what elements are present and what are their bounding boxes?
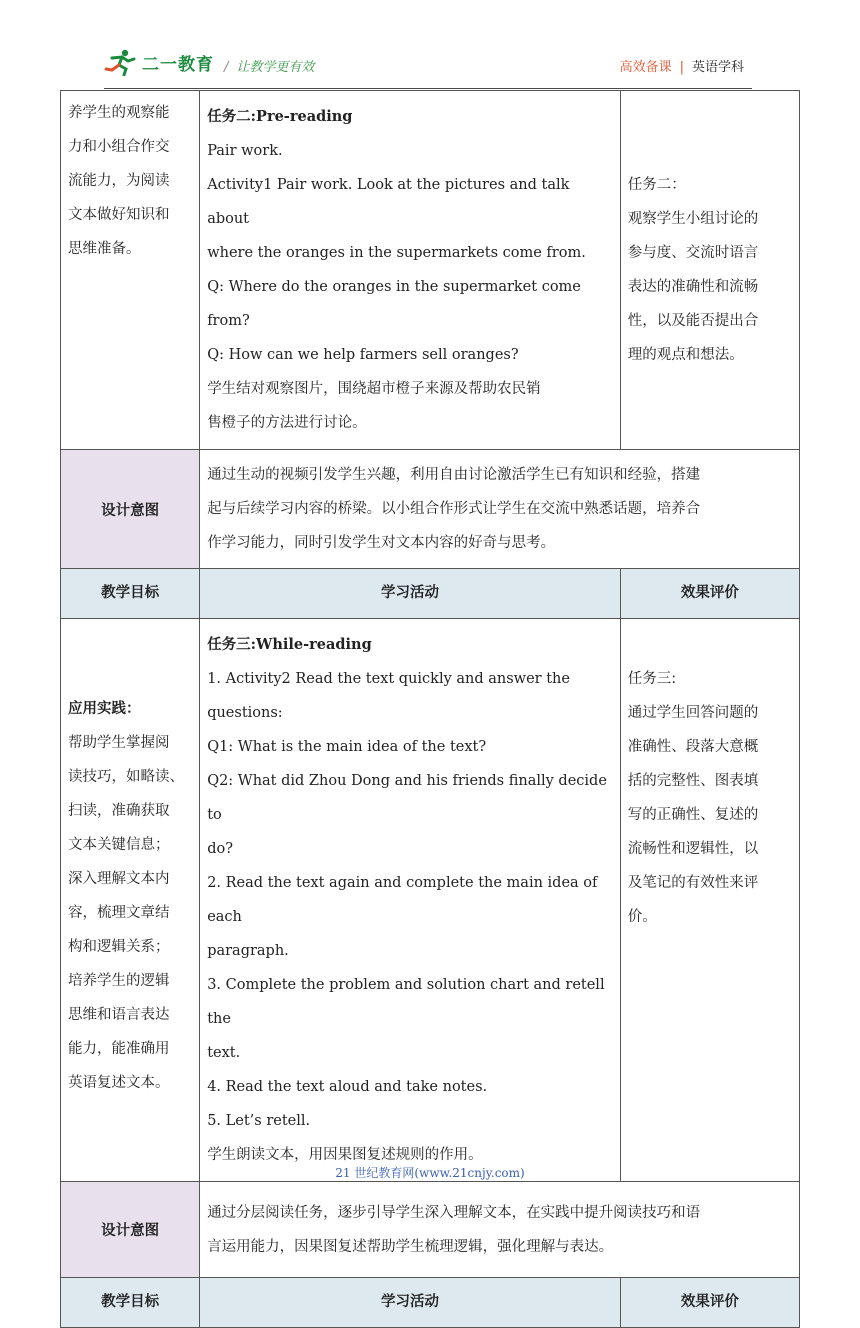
table-row [61,91,800,450]
goal-line: 力和小组合作交 [68,139,170,155]
activity-line: Q: Where do the oranges in the supermarket come from? [207,279,581,329]
design-intent-text [200,450,800,569]
intent-line: 起与后续学习内容的桥梁。以小组合作形式让学生在交流中熟悉话题，培养合 [207,501,701,517]
goal-line: 思维和语言表达 [68,1006,170,1023]
header-eval [620,569,799,619]
activity-line: 1. Activity2 Read the text quickly and answer the [207,671,570,687]
activity-line: do? [207,841,233,857]
logo [104,48,214,76]
header-activity [200,569,621,619]
header-eval-label: 效果评价 [680,585,739,601]
activity-line: Pair work. [207,143,283,159]
activity-line: 4. Read the text aloud and take notes. [207,1079,488,1095]
activity-line: 学生结对观察图片，围绕超市橙子来源及帮助农民销 [207,381,541,397]
eval-line: 性，以及能否提出合 [627,313,759,329]
goal-line: 容，梳理文章结 [68,904,170,921]
goal-line: 构和逻辑关系； [68,938,170,955]
eval-line: 流畅性和逻辑性，以 [627,841,759,857]
goal-line: 帮助学生掌握阅 [68,734,170,751]
subject-tags [620,56,744,75]
intent-line: 作学习能力，同时引发学生对文本内容的好奇与思考。 [207,535,556,551]
design-intent-row [61,450,800,569]
goal-line: 英语复述文本。 [68,1074,170,1091]
eval-line: 任务二： [627,177,686,193]
activity-line: Activity1 Pair work. Look at the pictures and talk about [207,177,570,227]
tag-separator: | [679,60,684,75]
page-footer[interactable]: 21 世纪教育网(www.21cnjy.com) [335,1166,525,1180]
intent-line: 通过生动的视频引发学生兴趣，利用自由讨论激活学生已有知识和经验，搭建 [207,467,701,483]
slogan-text: 让教学更有效 [236,60,315,75]
header-activity-label: 学习活动 [380,585,439,601]
eval-line: 及笔记的有效性来评 [627,875,759,891]
activity-line: 学生朗读文本，用因果图复述规则的作用。 [207,1147,483,1163]
header-goal-label: 教学目标 [101,585,160,601]
eval-line: 任务三: [627,671,677,687]
header-goal [61,1278,200,1328]
design-intent-row [61,1182,800,1278]
goal-line: 文本关键信息； [68,836,170,853]
tag-prep: 高效备课 [619,60,672,75]
goal-line: 流能力，为阅读 [68,173,170,189]
goal-line: 深入理解文本内 [68,870,170,887]
eval-line: 观察学生小组讨论的 [627,211,759,227]
eval-line: 准确性、段落大意概 [627,739,759,755]
page-header [60,40,800,92]
eval-line: 括的完整性、图表填 [627,773,759,789]
eval-line: 价。 [627,909,657,925]
goal-line: 文本做好知识和 [68,207,170,223]
slogan: / 让教学更有效 [224,60,315,75]
eval-cell [620,91,799,450]
header-eval-label: 效果评价 [680,1294,739,1310]
eval-line: 写的正确性、复述的 [627,807,759,823]
activity-line: 5. Let’s retell. [207,1113,311,1129]
lesson-plan-table [60,90,800,1328]
column-header-row [61,1278,800,1328]
table-row [61,619,800,1182]
column-header-row [61,569,800,619]
intent-line: 通过分层阅读任务，逐步引导学生深入理解文本，在实践中提升阅读技巧和语 [207,1204,701,1221]
eval-cell [620,619,799,1182]
header-activity-label: 学习活动 [380,1294,439,1310]
activity-title: 任务二:Pre-reading [207,108,353,125]
header-rule [104,88,752,89]
eval-line: 参与度、交流时语言 [627,245,759,261]
logo-text: 二一教育 [142,54,214,75]
intent-line: 言运用能力，因果图复述帮助学生梳理逻辑，强化理解与表达。 [207,1238,614,1255]
eval-line: 理的观点和想法。 [627,347,744,363]
goal-line: 能力，能准确用 [68,1040,170,1057]
header-goal-label: 教学目标 [101,1294,160,1310]
activity-line: where the oranges in the supermarkets come from. [207,245,586,261]
design-intent-label: 设计意图 [61,450,200,569]
activity-line: Q2: What did Zhou Dong and his friends finally decide to [207,773,607,823]
activity-line: paragraph. [207,943,289,959]
goal-line: 扫读，准确获取 [68,802,170,819]
design-intent-text [200,1182,800,1278]
eval-line: 表达的准确性和流畅 [627,279,759,295]
header-eval [620,1278,799,1328]
goal-line: 思维准备。 [68,241,141,257]
activity-title: 任务三:While-reading [207,636,372,653]
goal-title: 应用实践： [68,700,141,717]
goal-line: 养学生的观察能 [68,105,170,121]
activity-cell [200,619,621,1182]
goal-line: 读技巧，如略读、 [68,768,184,785]
design-intent-label: 设计意图 [61,1182,200,1278]
runner-logo-icon [104,48,138,76]
activity-line: 2. Read the text again and complete the main idea of each [207,875,598,925]
goal-cell [61,619,200,1182]
goal-line: 培养学生的逻辑 [68,972,170,989]
goal-cell [61,91,200,450]
tag-subject: 英语学科 [691,60,744,75]
activity-line: Q1: What is the main idea of the text? [207,739,487,755]
header-goal [61,569,200,619]
activity-line: 3. Complete the problem and solution chart and retell the [207,977,605,1027]
activity-line: questions: [207,705,283,721]
activity-cell [200,91,621,450]
activity-line: text. [207,1045,241,1061]
eval-line: 通过学生回答问题的 [627,705,759,721]
activity-line: 售橙子的方法进行讨论。 [207,415,367,431]
activity-line: Q: How can we help farmers sell oranges? [207,347,519,363]
header-activity [200,1278,621,1328]
